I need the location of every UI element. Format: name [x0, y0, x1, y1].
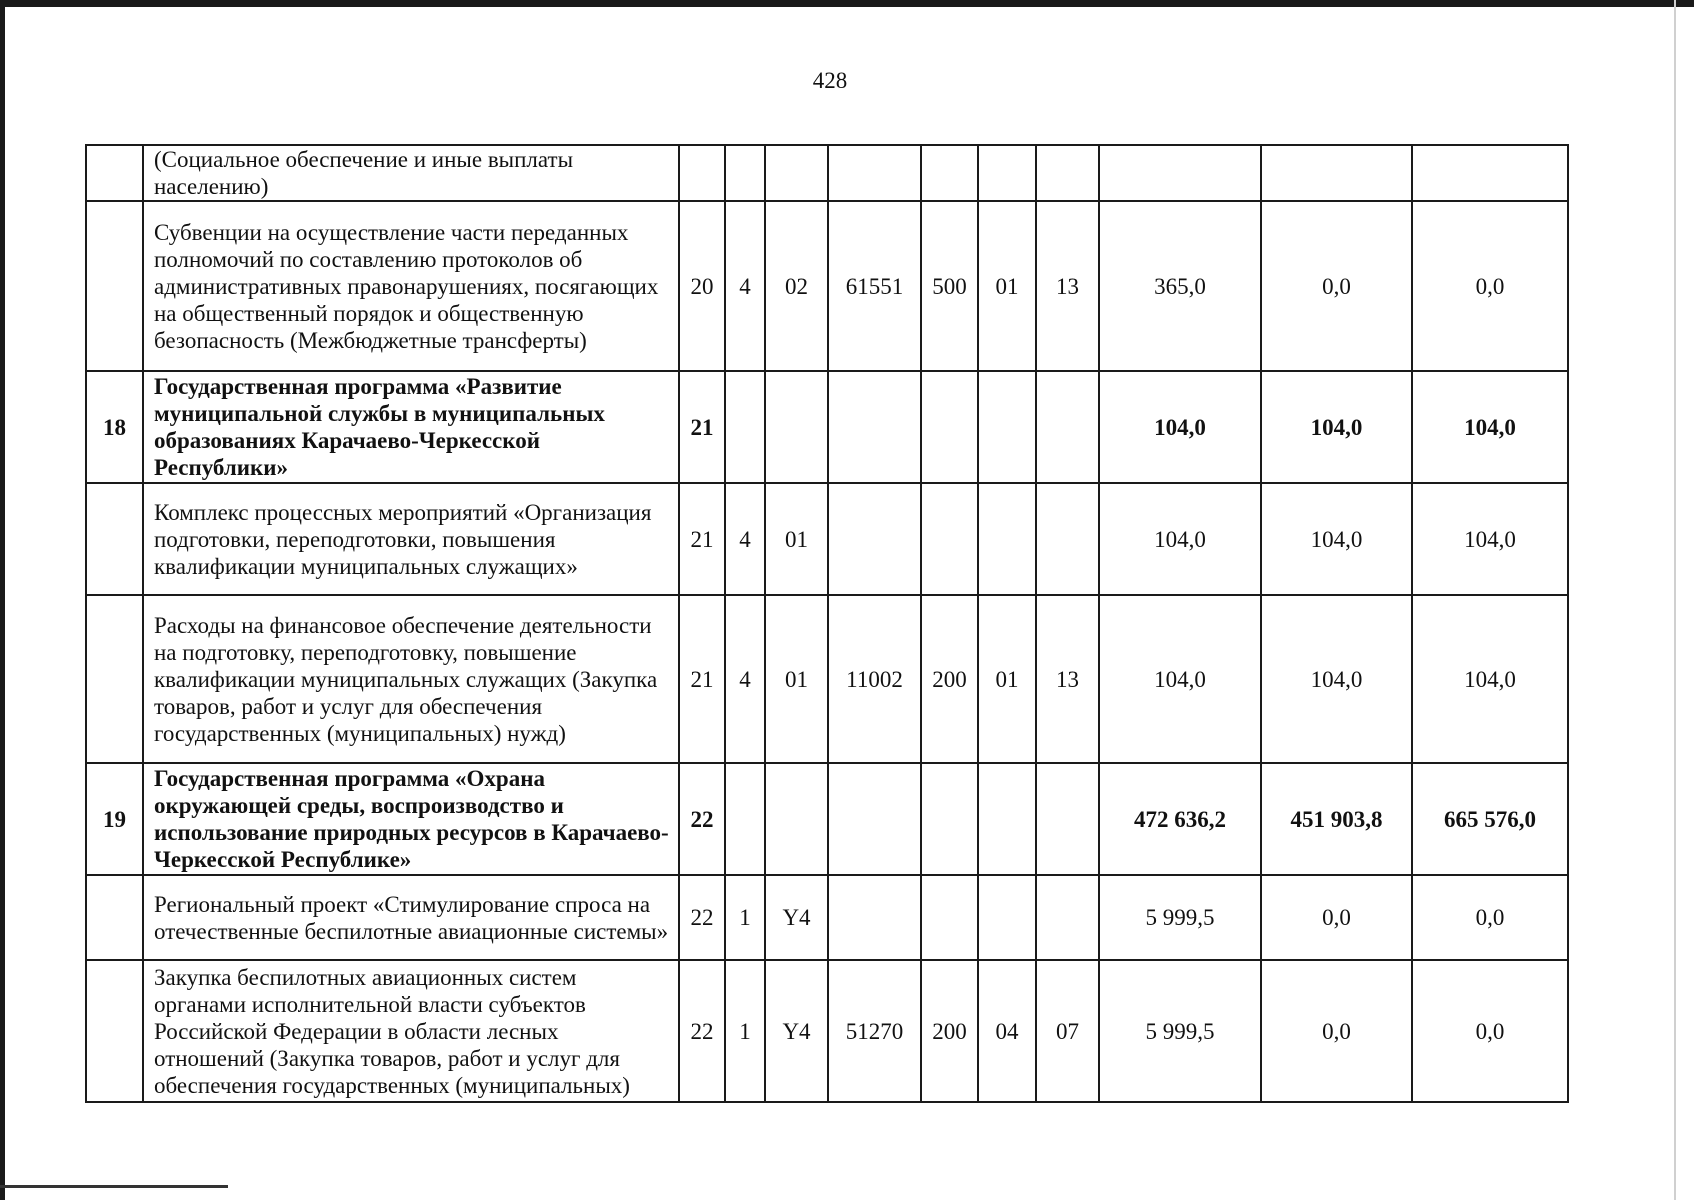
- section-code-cell: [978, 763, 1036, 875]
- event-code-cell: Y4: [765, 960, 828, 1102]
- subprogram-type-cell: [725, 145, 765, 201]
- scan-footnote-line: [0, 1185, 228, 1188]
- program-code-cell: 22: [679, 960, 725, 1102]
- direction-code-cell: [828, 371, 921, 483]
- subsection-code-cell: [1036, 483, 1099, 595]
- expense-type-cell: 200: [921, 960, 978, 1102]
- description-cell: Закупка беспилотных авиационных систем органами исполнительной власти субъектов Российской Федерации в области лесных отношений (Закупка товаров, работ и услуг для обеспечения государственных (муниципальных): [143, 960, 679, 1102]
- amount-year2-cell: 104,0: [1261, 483, 1412, 595]
- event-code-cell: [765, 371, 828, 483]
- description-cell: Расходы на финансовое обеспечение деятельности на подготовку, переподготовку, повышение квалификации муниципальных служащих (Закупка товаров, работ и услуг для обеспечения государственных (муниципальных) нужд): [143, 595, 679, 763]
- scan-border-top: [0, 0, 1694, 7]
- direction-code-cell: [828, 763, 921, 875]
- row-number-cell: [86, 595, 143, 763]
- section-code-cell: [978, 483, 1036, 595]
- amount-year1-cell: 104,0: [1099, 483, 1261, 595]
- description-cell: Региональный проект «Стимулирование спроса на отечественные беспилотные авиационные системы»: [143, 875, 679, 960]
- scan-border-right: [1674, 0, 1676, 1200]
- direction-code-cell: [828, 875, 921, 960]
- amount-year2-cell: 451 903,8: [1261, 763, 1412, 875]
- expense-type-cell: [921, 483, 978, 595]
- section-code-cell: 01: [978, 595, 1036, 763]
- table-row: [86, 483, 1568, 595]
- row-number-cell: [86, 201, 143, 371]
- subprogram-type-cell: 4: [725, 595, 765, 763]
- row-number-cell: 19: [86, 763, 143, 875]
- subsection-code-cell: 13: [1036, 201, 1099, 371]
- table-row: [86, 960, 1568, 1102]
- subprogram-type-cell: 1: [725, 960, 765, 1102]
- subprogram-type-cell: [725, 371, 765, 483]
- section-code-cell: [978, 145, 1036, 201]
- table-row: [86, 371, 1568, 483]
- amount-year1-cell: 472 636,2: [1099, 763, 1261, 875]
- event-code-cell: 02: [765, 201, 828, 371]
- section-code-cell: 04: [978, 960, 1036, 1102]
- program-code-cell: 21: [679, 595, 725, 763]
- amount-year3-cell: 0,0: [1412, 960, 1568, 1102]
- description-cell: Государственная программа «Охрана окружающей среды, воспроизводство и использование природных ресурсов в Карачаево-Черкесской Республике»: [143, 763, 679, 875]
- expense-type-cell: [921, 145, 978, 201]
- table-row: [86, 595, 1568, 763]
- program-code-cell: 21: [679, 371, 725, 483]
- row-number-cell: 18: [86, 371, 143, 483]
- page-number: 428: [812, 68, 848, 93]
- amount-year1-cell: 5 999,5: [1099, 875, 1261, 960]
- subprogram-type-cell: [725, 763, 765, 875]
- section-code-cell: [978, 875, 1036, 960]
- budget-table: [85, 144, 1569, 1103]
- amount-year3-cell: [1412, 145, 1568, 201]
- amount-year3-cell: 0,0: [1412, 201, 1568, 371]
- amount-year3-cell: 104,0: [1412, 595, 1568, 763]
- event-code-cell: 01: [765, 483, 828, 595]
- row-number-cell: [86, 960, 143, 1102]
- table-row: [86, 201, 1568, 371]
- table-row: [86, 763, 1568, 875]
- program-code-cell: 22: [679, 763, 725, 875]
- program-code-cell: [679, 145, 725, 201]
- amount-year3-cell: 104,0: [1412, 483, 1568, 595]
- expense-type-cell: [921, 875, 978, 960]
- amount-year2-cell: 104,0: [1261, 595, 1412, 763]
- amount-year1-cell: [1099, 145, 1261, 201]
- subsection-code-cell: [1036, 875, 1099, 960]
- expense-type-cell: [921, 371, 978, 483]
- event-code-cell: [765, 763, 828, 875]
- amount-year2-cell: 0,0: [1261, 875, 1412, 960]
- amount-year1-cell: 5 999,5: [1099, 960, 1261, 1102]
- direction-code-cell: 11002: [828, 595, 921, 763]
- subsection-code-cell: 13: [1036, 595, 1099, 763]
- expense-type-cell: 200: [921, 595, 978, 763]
- row-number-cell: [86, 875, 143, 960]
- subsection-code-cell: [1036, 145, 1099, 201]
- subprogram-type-cell: 4: [725, 201, 765, 371]
- scan-border-left: [0, 0, 5, 1200]
- event-code-cell: 01: [765, 595, 828, 763]
- amount-year2-cell: 0,0: [1261, 201, 1412, 371]
- direction-code-cell: 51270: [828, 960, 921, 1102]
- description-cell: Государственная программа «Развитие муниципальной службы в муниципальных образованиях Карачаево-Черкесской Республики»: [143, 371, 679, 483]
- program-code-cell: 21: [679, 483, 725, 595]
- description-cell: Субвенции на осуществление части переданных полномочий по составлению протоколов об административных правонарушениях, посягающих на общественный порядок и общественную безопасность (Межбюджетные трансферты): [143, 201, 679, 371]
- subsection-code-cell: [1036, 371, 1099, 483]
- description-cell: Комплекс процессных мероприятий «Организация подготовки, переподготовки, повышения квалификации муниципальных служащих»: [143, 483, 679, 595]
- amount-year2-cell: 104,0: [1261, 371, 1412, 483]
- expense-type-cell: 500: [921, 201, 978, 371]
- direction-code-cell: [828, 145, 921, 201]
- section-code-cell: [978, 371, 1036, 483]
- row-number-cell: [86, 145, 143, 201]
- table-row: [86, 875, 1568, 960]
- amount-year3-cell: 665 576,0: [1412, 763, 1568, 875]
- direction-code-cell: 61551: [828, 201, 921, 371]
- amount-year2-cell: [1261, 145, 1412, 201]
- program-code-cell: 22: [679, 875, 725, 960]
- amount-year2-cell: 0,0: [1261, 960, 1412, 1102]
- subsection-code-cell: [1036, 763, 1099, 875]
- subprogram-type-cell: 4: [725, 483, 765, 595]
- amount-year3-cell: 0,0: [1412, 875, 1568, 960]
- section-code-cell: 01: [978, 201, 1036, 371]
- program-code-cell: 20: [679, 201, 725, 371]
- direction-code-cell: [828, 483, 921, 595]
- subsection-code-cell: 07: [1036, 960, 1099, 1102]
- expense-type-cell: [921, 763, 978, 875]
- event-code-cell: [765, 145, 828, 201]
- subprogram-type-cell: 1: [725, 875, 765, 960]
- amount-year1-cell: 104,0: [1099, 595, 1261, 763]
- budget-table-body: [86, 145, 1568, 1102]
- amount-year1-cell: 365,0: [1099, 201, 1261, 371]
- row-number-cell: [86, 483, 143, 595]
- table-row: [86, 145, 1568, 201]
- amount-year1-cell: 104,0: [1099, 371, 1261, 483]
- description-cell: (Социальное обеспечение и иные выплаты населению): [143, 145, 679, 201]
- event-code-cell: Y4: [765, 875, 828, 960]
- amount-year3-cell: 104,0: [1412, 371, 1568, 483]
